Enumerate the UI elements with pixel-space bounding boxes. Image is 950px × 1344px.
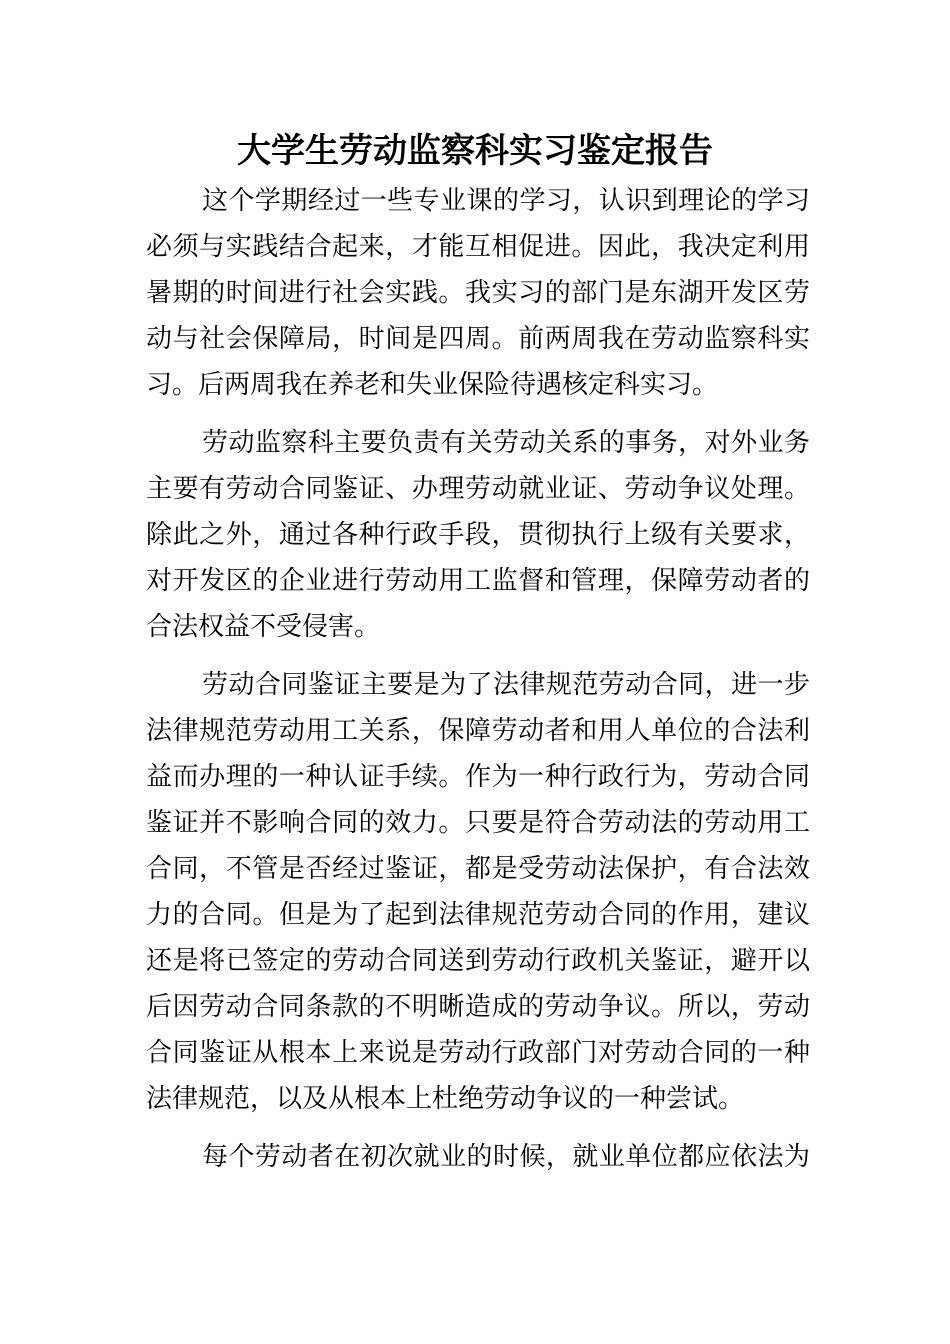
paragraph-line: 对开发区的企业进行劳动用工监督和管理，保障劳动者的 xyxy=(146,566,810,596)
paragraph-3 xyxy=(146,662,810,1122)
paragraph-line: 每个劳动者在初次就业的时候，就业单位都应依法为 xyxy=(202,1142,810,1172)
paragraph-line: 暑期的时间进行社会实践。我实习的部门是东湖开发区劳 xyxy=(146,278,810,308)
paragraph-line: 动与社会保障局，时间是四周。前两周我在劳动监察科实 xyxy=(146,324,810,354)
paragraph-1 xyxy=(146,178,810,408)
paragraph-line: 这个学期经过一些专业课的学习，认识到理论的学习 xyxy=(202,186,810,216)
paragraph-spacer xyxy=(146,1122,810,1134)
paragraph-line: 习。后两周我在养老和失业保险待遇核定科实习。 xyxy=(146,370,719,400)
paragraph-spacer xyxy=(146,650,810,662)
paragraph-line: 法律规范劳动用工关系，保障劳动者和用人单位的合法利 xyxy=(146,716,810,746)
paragraph-line: 合法权益不受侵害。 xyxy=(146,612,381,642)
paragraph-line: 法律规范，以及从根本上杜绝劳动争议的一种尝试。 xyxy=(146,1084,745,1114)
paragraph-line: 合同，不管是否经过鉴证，都是受劳动法保护，有合法效 xyxy=(146,854,810,884)
paragraph-line: 还是将已签定的劳动合同送到劳动行政机关鉴证，避开以 xyxy=(146,946,810,976)
paragraph-line: 益而办理的一种认证手续。作为一种行政行为，劳动合同 xyxy=(146,762,810,792)
paragraph-spacer xyxy=(146,408,810,420)
paragraph-line: 除此之外，通过各种行政手段，贯彻执行上级有关要求， xyxy=(146,520,810,550)
paragraph-4 xyxy=(146,1134,810,1180)
paragraph-line: 力的合同。但是为了起到法律规范劳动合同的作用，建议 xyxy=(146,900,810,930)
document-body xyxy=(146,178,810,1180)
paragraph-line: 主要有劳动合同鉴证、办理劳动就业证、劳动争议处理。 xyxy=(146,474,810,504)
paragraph-line: 必须与实践结合起来，才能互相促进。因此，我决定利用 xyxy=(146,232,810,262)
paragraph-2 xyxy=(146,420,810,650)
paragraph-line: 劳动合同鉴证主要是为了法律规范劳动合同，进一步 xyxy=(202,670,810,700)
paragraph-line: 鉴证并不影响合同的效力。只要是符合劳动法的劳动用工 xyxy=(146,808,810,838)
paragraph-line: 劳动监察科主要负责有关劳动关系的事务，对外业务 xyxy=(202,428,810,458)
paragraph-line: 合同鉴证从根本上来说是劳动行政部门对劳动合同的一种 xyxy=(146,1038,810,1068)
document-title: 大学生劳动监察科实习鉴定报告 xyxy=(237,131,713,171)
paragraph-line: 后因劳动合同条款的不明晰造成的劳动争议。所以，劳动 xyxy=(146,992,810,1022)
